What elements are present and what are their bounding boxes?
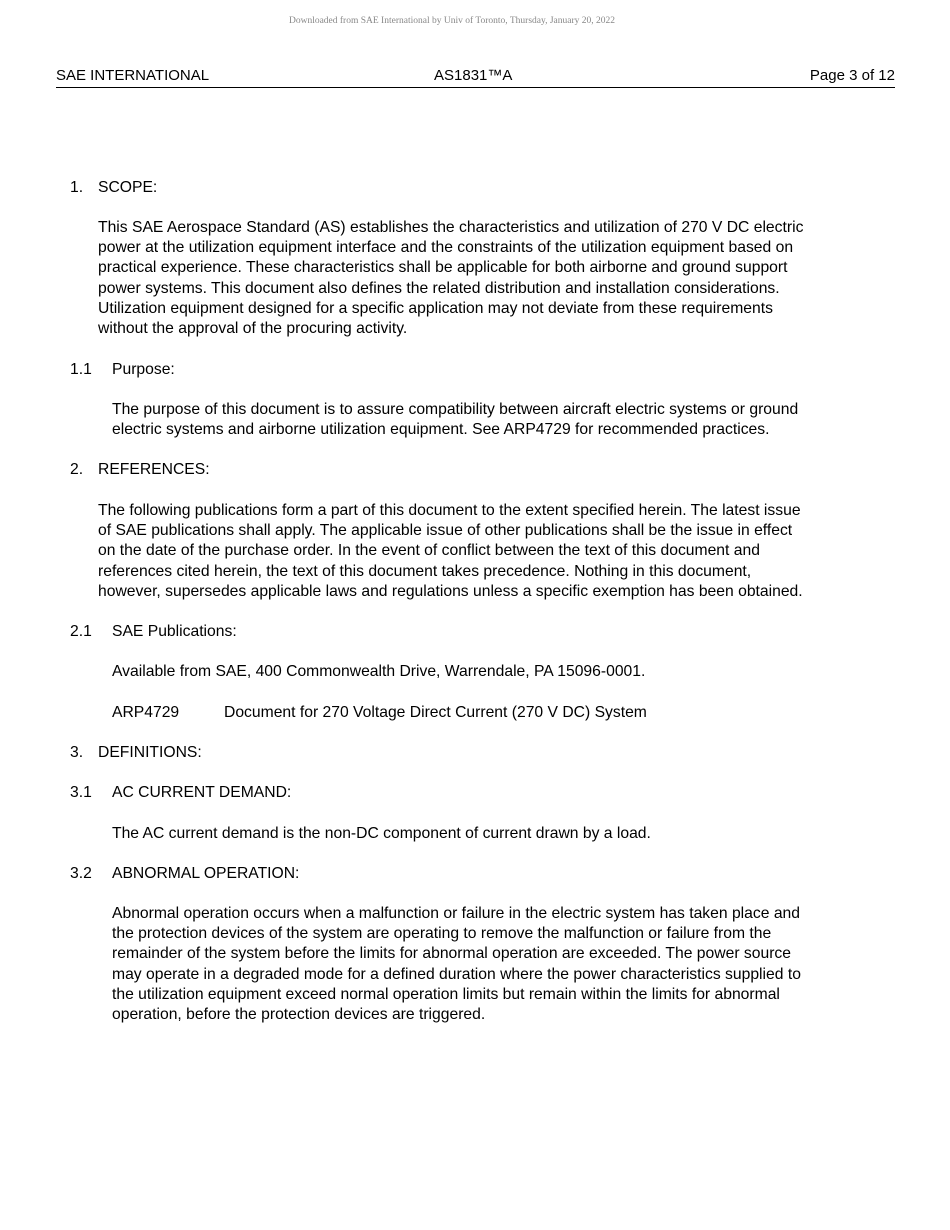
section-2-1-title: SAE Publications: <box>112 623 237 640</box>
section-2-1-body: Available from SAE, 400 Commonwealth Drive, Warrendale, PA 15096-0001. <box>112 663 646 680</box>
section-1-line: This SAE Aerospace Standard (AS) establishes the characteristics and utilization of 270 V DC electric <box>98 219 804 236</box>
reference-id: ARP4729 <box>112 704 180 721</box>
section-2-line: references cited herein, the text of this document takes precedence. Nothing in this document, <box>98 562 752 580</box>
section-1-1-number: 1.1 <box>70 361 92 378</box>
section-2-line: of SAE publications shall apply. The applicable issue of other publications shall be the issue in effect <box>98 522 793 540</box>
section-3-2-line: operation, before the protection devices are triggered. <box>112 1006 486 1024</box>
section-1-line: without the approval of the procuring activity. <box>98 320 408 338</box>
section-3-2-number: 3.2 <box>70 865 92 882</box>
section-1-line: power at the utilization equipment interface and the constraints of the utilization equipment based on <box>98 239 794 257</box>
section-1-1-line: The purpose of this document is to assure compatibility between aircraft electric systems or ground <box>112 401 799 418</box>
section-3-2-body <box>112 904 801 1025</box>
section-2-1-number: 2.1 <box>70 623 92 640</box>
header-rule <box>56 87 895 88</box>
section-2-number: 2. <box>70 461 84 478</box>
section-3-2-line: Abnormal operation occurs when a malfunction or failure in the electric system has taken place and <box>112 905 800 922</box>
section-1-line: power systems. This document also defines the related distribution and installation considerations. <box>98 279 780 297</box>
section-3-2-line: may operate in a degraded mode for a defined duration where the power characteristics supplied to <box>112 965 801 983</box>
section-3-2-line: the utilization equipment exceed normal operation limits but remain within the limits for abnormal <box>112 985 780 1003</box>
header-page-number: Page 3 of 12 <box>809 67 895 84</box>
download-watermark: Downloaded from SAE International by Univ of Toronto, Thursday, January 20, 2022 <box>288 16 616 26</box>
section-1-line: practical experience. These characteristics shall be applicable for both airborne and ground support <box>98 259 788 277</box>
section-3-1-number: 3.1 <box>70 784 92 801</box>
section-3-1-title: AC CURRENT DEMAND: <box>112 784 292 801</box>
section-2-line: however, supersedes applicable laws and regulations unless a specific exemption has been obtained. <box>98 582 803 600</box>
section-3-title: DEFINITIONS: <box>98 744 202 761</box>
section-3-2-title: ABNORMAL OPERATION: <box>112 865 300 882</box>
section-3-2-line: the protection devices of the system are operating to remove the malfunction or failure from the <box>112 925 772 943</box>
header-document-id: AS1831™A <box>434 67 513 84</box>
section-2-body <box>98 501 803 602</box>
section-1-title: SCOPE: <box>98 179 158 196</box>
section-1-1-title: Purpose: <box>112 361 175 378</box>
section-2-title: REFERENCES: <box>98 461 210 478</box>
section-1-number: 1. <box>70 179 84 196</box>
section-2-line: The following publications form a part of this document to the extent specified herein. The latest issue <box>98 502 801 519</box>
section-1-body <box>98 218 803 339</box>
header-organization: SAE INTERNATIONAL <box>56 67 210 84</box>
section-3-2-line: remainder of the system before the limits for abnormal operation are exceeded. The power source <box>112 945 791 963</box>
section-2-line: on the date of the purchase order. In the event of conflict between the text of this document and <box>98 542 760 560</box>
section-1-line: Utilization equipment designed for a specific application may not deviate from these requirements <box>98 299 773 317</box>
section-3-1-body: The AC current demand is the non-DC component of current drawn by a load. <box>112 825 651 842</box>
section-1-1-line: electric systems and airborne utilization equipment. See ARP4729 for recommended practices. <box>112 421 770 439</box>
section-3-number: 3. <box>70 744 84 761</box>
reference-title: Document for 270 Voltage Direct Current (270 V DC) System <box>224 704 647 721</box>
section-1-1-body <box>112 400 798 440</box>
